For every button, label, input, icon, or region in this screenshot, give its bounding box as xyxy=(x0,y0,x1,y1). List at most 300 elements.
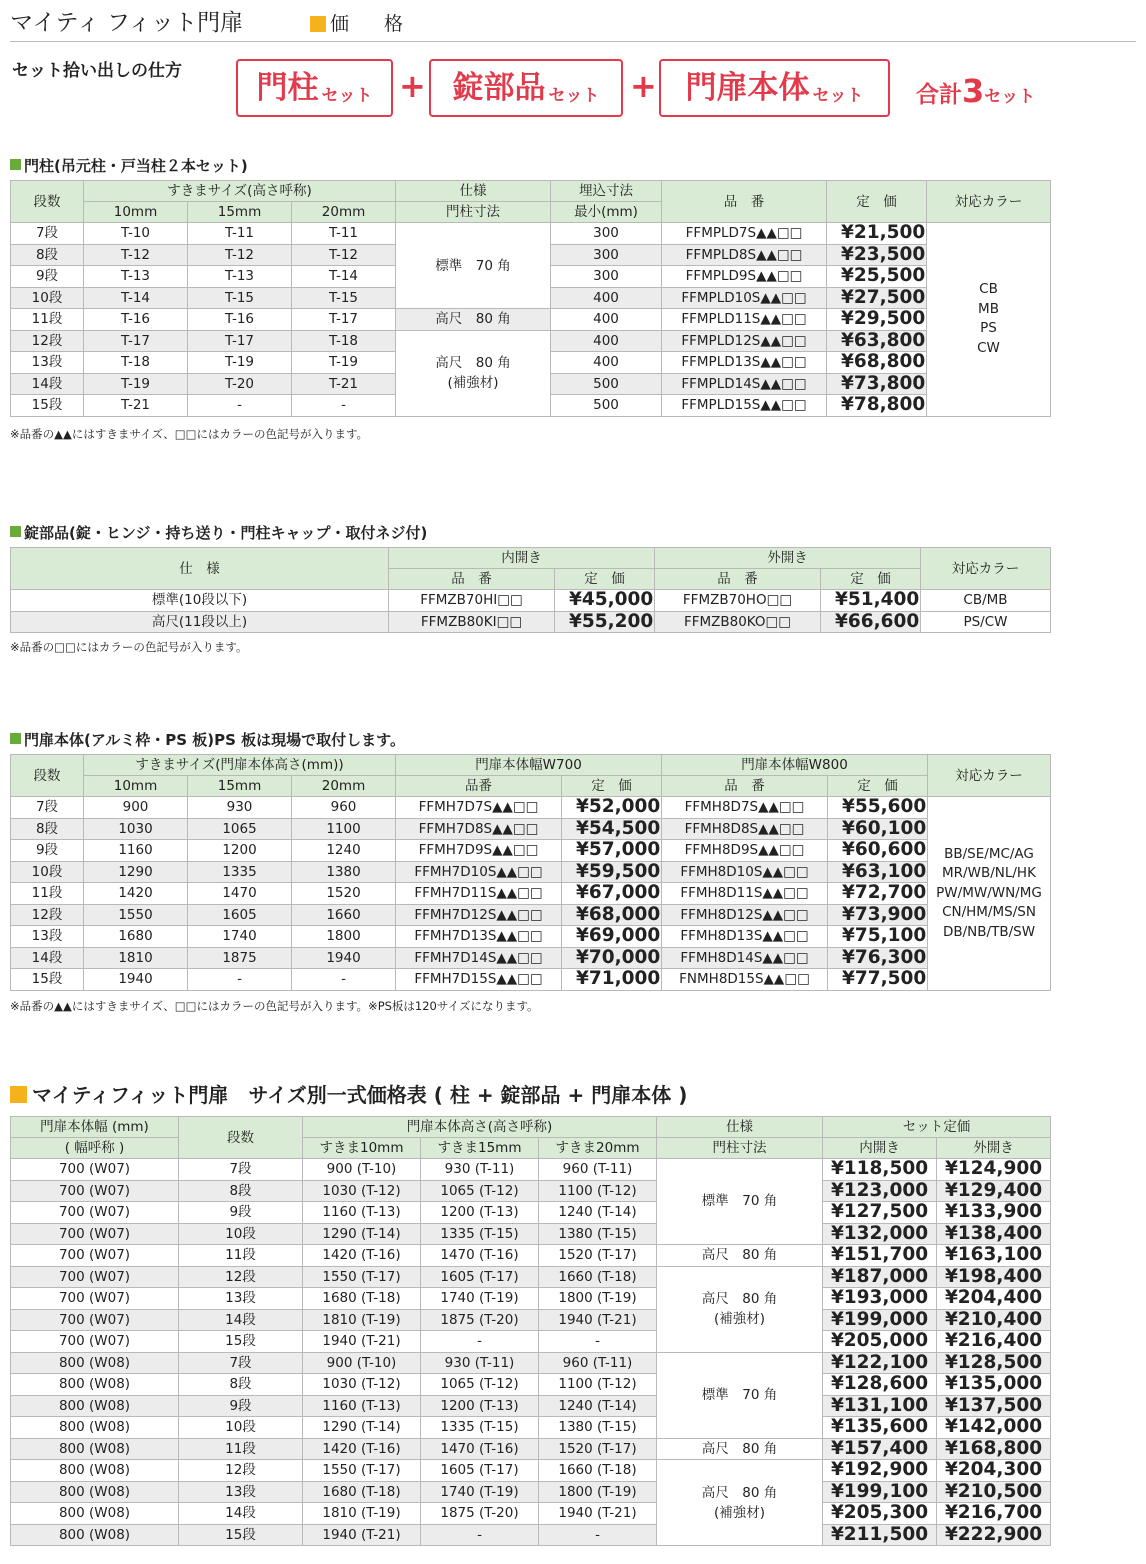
doors-h-color: 対応カラー xyxy=(928,755,1051,797)
cell-g15: 1740 (T-19) xyxy=(421,1481,539,1503)
posts-h-steps: 段数 xyxy=(11,181,84,223)
cell-g10: 1680 (T-18) xyxy=(303,1288,421,1310)
cell-steps: 15段 xyxy=(11,395,84,417)
cell-price-outward: ¥168,800 xyxy=(937,1438,1051,1460)
cell-width: 800 (W08) xyxy=(11,1395,179,1417)
green-square-icon xyxy=(10,733,21,744)
cell-g10: 1030 xyxy=(84,818,188,840)
cell-w700-part-number: FFMH7D14S▲▲□□ xyxy=(396,947,562,969)
cell-width: 700 (W07) xyxy=(11,1159,179,1181)
locks-h-in-pn: 品 番 xyxy=(389,569,555,590)
cell-width: 700 (W07) xyxy=(11,1309,179,1331)
plus-sign-1: + xyxy=(399,67,426,105)
cell-price-outward: ¥137,500 xyxy=(937,1395,1051,1417)
cell-w700-part-number: FFMH7D15S▲▲□□ xyxy=(396,969,562,991)
cell-embed: 300 xyxy=(551,244,662,266)
cell-g15: T-17 xyxy=(188,330,292,352)
cell-colors: PS/CW xyxy=(921,611,1051,633)
posts-h-spec2: 門柱寸法 xyxy=(396,202,551,223)
sets-h-spec2: 門柱寸法 xyxy=(657,1138,823,1159)
cell-price-inward: ¥199,000 xyxy=(823,1309,937,1331)
table-row xyxy=(11,1266,1051,1288)
cell-g10: 1940 xyxy=(84,969,188,991)
cell-g20: T-14 xyxy=(292,266,396,288)
table-row xyxy=(11,1524,1051,1546)
locks-h-out-price: 定 価 xyxy=(821,569,921,590)
cell-price-inward: ¥123,000 xyxy=(823,1180,937,1202)
set-box-doors xyxy=(659,59,890,117)
cell-w800-part-number: FFMH8D11S▲▲□□ xyxy=(662,883,828,905)
cell-w700-price: ¥71,000 xyxy=(562,969,662,991)
posts-table xyxy=(10,180,1051,417)
cell-width: 800 (W08) xyxy=(11,1374,179,1396)
cell-price-inward: ¥205,300 xyxy=(823,1503,937,1525)
cell-steps: 9段 xyxy=(179,1202,303,1224)
cell-steps: 8段 xyxy=(11,244,84,266)
cell-price: ¥68,800 xyxy=(827,352,927,374)
posts-heading-text: 門柱(吊元柱・戸当柱２本セット) xyxy=(24,157,248,175)
cell-g20: - xyxy=(539,1524,657,1546)
cell-w700-price: ¥52,000 xyxy=(562,797,662,819)
cell-width: 700 (W07) xyxy=(11,1245,179,1267)
table-row xyxy=(11,1417,1051,1439)
cell-price-inward: ¥199,100 xyxy=(823,1481,937,1503)
cell-w700-part-number: FFMH7D12S▲▲□□ xyxy=(396,904,562,926)
cell-steps: 10段 xyxy=(179,1417,303,1439)
doors-h-w700: 門扉本体幅W700 xyxy=(396,755,662,776)
cell-g10: 1160 (T-13) xyxy=(303,1202,421,1224)
cell-g10: 1030 (T-12) xyxy=(303,1180,421,1202)
cell-g10: 1810 xyxy=(84,947,188,969)
cell-steps: 8段 xyxy=(11,818,84,840)
cell-w800-price: ¥60,600 xyxy=(828,840,928,862)
cell-g15: 1470 (T-16) xyxy=(421,1245,539,1267)
cell-embed: 400 xyxy=(551,309,662,331)
sets-table xyxy=(10,1116,1051,1546)
cell-g20: T-15 xyxy=(292,287,396,309)
cell-w800-price: ¥76,300 xyxy=(828,947,928,969)
table-row xyxy=(11,1395,1051,1417)
green-square-icon xyxy=(10,159,21,170)
sets-h-g20: すきま20mm xyxy=(539,1138,657,1159)
posts-h-g10: 10mm xyxy=(84,202,188,223)
cell-g10: 1550 xyxy=(84,904,188,926)
table-row xyxy=(11,1245,1051,1267)
set-box-locks-main: 錠部品 xyxy=(452,70,546,106)
cell-g10: 1810 (T-19) xyxy=(303,1503,421,1525)
doors-h-price8: 定 価 xyxy=(828,776,928,797)
cell-w800-part-number: FFMH8D8S▲▲□□ xyxy=(662,818,828,840)
cell-price-outward: ¥129,400 xyxy=(937,1180,1051,1202)
cell-g10: 900 (T-10) xyxy=(303,1352,421,1374)
sets-h-spec1: 仕様 xyxy=(657,1117,823,1138)
cell-steps: 7段 xyxy=(11,797,84,819)
cell-g20: 1520 (T-17) xyxy=(539,1245,657,1267)
locks-h-in: 内開き xyxy=(389,548,655,569)
cell-w800-part-number: FFMH8D10S▲▲□□ xyxy=(662,861,828,883)
cell-g15: 1335 (T-15) xyxy=(421,1417,539,1439)
cell-w800-part-number: FFMH8D9S▲▲□□ xyxy=(662,840,828,862)
table-row xyxy=(11,1481,1051,1503)
sets-h-set: セット定価 xyxy=(823,1117,1051,1138)
doors-h-gap: すきまサイズ(門扉本体高さ(mm)) xyxy=(84,755,396,776)
cell-steps: 10段 xyxy=(11,287,84,309)
cell-g15: T-19 xyxy=(188,352,292,374)
cell-price: ¥25,500 xyxy=(827,266,927,288)
cell-g15: 1470 (T-16) xyxy=(421,1438,539,1460)
cell-g10: 1550 (T-17) xyxy=(303,1460,421,1482)
table-row xyxy=(11,1288,1051,1310)
cell-g20: 1800 xyxy=(292,926,396,948)
doors-heading xyxy=(10,730,405,750)
table-row xyxy=(11,797,1051,819)
cell-g15: 1065 xyxy=(188,818,292,840)
cell-steps: 9段 xyxy=(11,840,84,862)
cell-g20: 1100 xyxy=(292,818,396,840)
color-code-group: CN/HM/MS/SN xyxy=(942,904,1036,920)
cell-g10: 1160 xyxy=(84,840,188,862)
cell-width: 800 (W08) xyxy=(11,1352,179,1374)
cell-g15: 1065 (T-12) xyxy=(421,1180,539,1202)
cell-w700-price: ¥67,000 xyxy=(562,883,662,905)
cell-embed: 300 xyxy=(551,266,662,288)
cell-price-inward: ¥187,000 xyxy=(823,1266,937,1288)
cell-price-outward: ¥163,100 xyxy=(937,1245,1051,1267)
cell-price-outward: ¥135,000 xyxy=(937,1374,1051,1396)
doors-h-steps: 段数 xyxy=(11,755,84,797)
orange-square-icon xyxy=(310,16,326,32)
cell-width: 700 (W07) xyxy=(11,1180,179,1202)
cell-g15: 1200 xyxy=(188,840,292,862)
sets-h-in: 内開き xyxy=(823,1138,937,1159)
locks-heading-text: 錠部品(錠・ヒンジ・持ち送り・門柱キャップ・取付ネジ付) xyxy=(24,524,428,542)
sets-h-steps: 段数 xyxy=(179,1117,303,1159)
cell-g10: T-16 xyxy=(84,309,188,331)
color-code: PS xyxy=(980,320,997,337)
cell-w700-part-number: FFMH7D11S▲▲□□ xyxy=(396,883,562,905)
table-row xyxy=(11,1202,1051,1224)
cell-price-inward: ¥118,500 xyxy=(823,1159,937,1181)
cell-out-price: ¥66,600 xyxy=(821,611,921,633)
cell-steps: 13段 xyxy=(179,1481,303,1503)
cell-width: 700 (W07) xyxy=(11,1266,179,1288)
table-row xyxy=(11,1374,1051,1396)
cell-spec-standard: 標準 70 角 xyxy=(657,1159,823,1245)
cell-steps: 8段 xyxy=(179,1180,303,1202)
cell-part-number: FFMPLD9S▲▲□□ xyxy=(662,266,827,288)
cell-part-number: FFMPLD10S▲▲□□ xyxy=(662,287,827,309)
color-code: CB xyxy=(979,281,998,298)
cell-steps: 15段 xyxy=(179,1524,303,1546)
cell-w800-part-number: FFMH8D7S▲▲□□ xyxy=(662,797,828,819)
plus-sign-2: + xyxy=(630,67,657,105)
cell-w800-price: ¥73,900 xyxy=(828,904,928,926)
cell-g15: 1875 xyxy=(188,947,292,969)
cell-part-number: FFMPLD11S▲▲□□ xyxy=(662,309,827,331)
cell-steps: 14段 xyxy=(179,1309,303,1331)
cell-g10: 1290 (T-14) xyxy=(303,1417,421,1439)
cell-g10: 1680 (T-18) xyxy=(303,1481,421,1503)
cell-price-inward: ¥135,600 xyxy=(823,1417,937,1439)
cell-price: ¥27,500 xyxy=(827,287,927,309)
sets-table-body xyxy=(11,1159,1051,1546)
cell-g15: - xyxy=(421,1524,539,1546)
cell-width: 800 (W08) xyxy=(11,1481,179,1503)
cell-w700-part-number: FFMH7D7S▲▲□□ xyxy=(396,797,562,819)
cell-g10: 1290 xyxy=(84,861,188,883)
cell-g20: 1660 (T-18) xyxy=(539,1266,657,1288)
doors-h-g10: 10mm xyxy=(84,776,188,797)
doors-h-g15: 15mm xyxy=(188,776,292,797)
cell-price-inward: ¥211,500 xyxy=(823,1524,937,1546)
cell-embed: 400 xyxy=(551,330,662,352)
cell-price: ¥21,500 xyxy=(827,223,927,245)
cell-g10: T-13 xyxy=(84,266,188,288)
cell-g20: 1240 (T-14) xyxy=(539,1395,657,1417)
posts-h-g15: 15mm xyxy=(188,202,292,223)
cell-g15: 1470 xyxy=(188,883,292,905)
set-box-locks-suffix: セット xyxy=(548,85,600,106)
cell-price-outward: ¥142,000 xyxy=(937,1417,1051,1439)
sets-h-width1: 門扉本体幅 (mm) xyxy=(11,1117,179,1138)
cell-steps: 15段 xyxy=(179,1331,303,1353)
cell-g20: 1800 (T-19) xyxy=(539,1288,657,1310)
doors-table xyxy=(10,754,1051,991)
cell-g15: 1335 (T-15) xyxy=(421,1223,539,1245)
posts-h-embed1: 埋込寸法 xyxy=(551,181,662,202)
cell-g15: 1200 (T-13) xyxy=(421,1395,539,1417)
cell-g20: 1940 xyxy=(292,947,396,969)
locks-table xyxy=(10,547,1051,633)
posts-h-spec1: 仕様 xyxy=(396,181,551,202)
cell-g10: 1030 (T-12) xyxy=(303,1374,421,1396)
cell-steps: 9段 xyxy=(179,1395,303,1417)
cell-g20: - xyxy=(539,1331,657,1353)
cell-g10: 1940 (T-21) xyxy=(303,1331,421,1353)
cell-price-outward: ¥216,400 xyxy=(937,1331,1051,1353)
total-sets xyxy=(916,72,1035,110)
cell-g20: 1240 (T-14) xyxy=(539,1202,657,1224)
cell-out-part-number: FFMZB70HO□□ xyxy=(655,590,821,612)
cell-price-outward: ¥198,400 xyxy=(937,1266,1051,1288)
table-row xyxy=(11,1352,1051,1374)
cell-price-inward: ¥127,500 xyxy=(823,1202,937,1224)
table-row xyxy=(11,861,1051,883)
cell-steps: 12段 xyxy=(11,330,84,352)
cell-steps: 11段 xyxy=(179,1438,303,1460)
cell-g15: 1605 (T-17) xyxy=(421,1460,539,1482)
cell-spec-tall: 高尺 80 角 xyxy=(657,1438,823,1460)
doors-h-pn8: 品 番 xyxy=(662,776,828,797)
cell-width: 700 (W07) xyxy=(11,1288,179,1310)
cell-steps: 14段 xyxy=(179,1503,303,1525)
cell-g20: 1520 xyxy=(292,883,396,905)
locks-h-spec: 仕 様 xyxy=(11,548,389,590)
table-row xyxy=(11,904,1051,926)
cell-g10: 1420 (T-16) xyxy=(303,1245,421,1267)
cell-spec: 高尺(11段以上) xyxy=(11,611,389,633)
cell-g10: T-10 xyxy=(84,223,188,245)
cell-w800-price: ¥72,700 xyxy=(828,883,928,905)
cell-steps: 7段 xyxy=(179,1352,303,1374)
cell-steps: 13段 xyxy=(11,352,84,374)
cell-steps: 13段 xyxy=(179,1288,303,1310)
cell-g10: T-18 xyxy=(84,352,188,374)
table-row xyxy=(11,1460,1051,1482)
cell-w700-price: ¥68,000 xyxy=(562,904,662,926)
cell-w800-part-number: FFMH8D12S▲▲□□ xyxy=(662,904,828,926)
color-code-group: BB/SE/MC/AG xyxy=(944,845,1034,862)
cell-g15: 1065 (T-12) xyxy=(421,1374,539,1396)
cell-w800-price: ¥63,100 xyxy=(828,861,928,883)
cell-g10: 1290 (T-14) xyxy=(303,1223,421,1245)
cell-g15: 1875 (T-20) xyxy=(421,1309,539,1331)
cell-in-part-number: FFMZB70HI□□ xyxy=(389,590,555,612)
cell-g10: 1680 xyxy=(84,926,188,948)
cell-g15: 1605 xyxy=(188,904,292,926)
cell-spec: 標準(10段以下) xyxy=(11,590,389,612)
howto-label: セット拾い出しの仕方 xyxy=(12,61,182,81)
cell-price-outward: ¥204,400 xyxy=(937,1288,1051,1310)
cell-g20: 960 (T-11) xyxy=(539,1352,657,1374)
total-suffix: セット xyxy=(984,87,1036,107)
table-row xyxy=(11,1180,1051,1202)
cell-part-number: FFMPLD8S▲▲□□ xyxy=(662,244,827,266)
cell-g15: 930 (T-11) xyxy=(421,1159,539,1181)
cell-g20: T-19 xyxy=(292,352,396,374)
table-row xyxy=(11,1438,1051,1460)
cell-price-outward: ¥210,500 xyxy=(937,1481,1051,1503)
cell-in-part-number: FFMZB80KI□□ xyxy=(389,611,555,633)
cell-colors: CB/MB xyxy=(921,590,1051,612)
cell-g20: T-17 xyxy=(292,309,396,331)
cell-price-inward: ¥131,100 xyxy=(823,1395,937,1417)
cell-g10: 1420 xyxy=(84,883,188,905)
cell-g15: 1605 (T-17) xyxy=(421,1266,539,1288)
cell-price-outward: ¥222,900 xyxy=(937,1524,1051,1546)
set-box-locks xyxy=(429,59,623,117)
cell-g15: - xyxy=(188,969,292,991)
sets-heading-text: マイティフィット門扉 サイズ別一式価格表 ( 柱 + 錠部品 + 門扉本体 ) xyxy=(32,1083,688,1107)
cell-price-outward: ¥133,900 xyxy=(937,1202,1051,1224)
cell-steps: 8段 xyxy=(179,1374,303,1396)
cell-g20: 1520 (T-17) xyxy=(539,1438,657,1460)
locks-note: ※品番の□□にはカラーの色記号が入ります。 xyxy=(10,640,248,654)
table-row xyxy=(11,883,1051,905)
set-box-doors-main: 門扉本体 xyxy=(685,70,810,106)
cell-w700-price: ¥54,500 xyxy=(562,818,662,840)
cell-price-inward: ¥122,100 xyxy=(823,1352,937,1374)
cell-g20: 1240 xyxy=(292,840,396,862)
cell-g20: 1660 xyxy=(292,904,396,926)
cell-price-outward: ¥124,900 xyxy=(937,1159,1051,1181)
cell-g15: - xyxy=(421,1331,539,1353)
posts-h-g20: 20mm xyxy=(292,202,396,223)
cell-g20: 1940 (T-21) xyxy=(539,1503,657,1525)
doors-h-g20: 20mm xyxy=(292,776,396,797)
locks-h-out: 外開き xyxy=(655,548,921,569)
cell-g15: T-13 xyxy=(188,266,292,288)
table-row xyxy=(11,969,1051,991)
cell-g20: 960 (T-11) xyxy=(539,1159,657,1181)
cell-w700-part-number: FFMH7D8S▲▲□□ xyxy=(396,818,562,840)
table-row xyxy=(11,926,1051,948)
cell-price: ¥63,800 xyxy=(827,330,927,352)
cell-width: 800 (W08) xyxy=(11,1417,179,1439)
cell-embed: 400 xyxy=(551,287,662,309)
cell-g20: - xyxy=(292,395,396,417)
cell-part-number: FFMPLD12S▲▲□□ xyxy=(662,330,827,352)
posts-h-pn: 品 番 xyxy=(662,181,827,223)
set-box-doors-suffix: セット xyxy=(812,85,864,106)
cell-g20: 1660 (T-18) xyxy=(539,1460,657,1482)
cell-price-inward: ¥205,000 xyxy=(823,1331,937,1353)
posts-heading xyxy=(10,156,248,176)
cell-g15: 1740 (T-19) xyxy=(421,1288,539,1310)
cell-g15: T-11 xyxy=(188,223,292,245)
cell-w800-part-number: FNMH8D15S▲▲□□ xyxy=(662,969,828,991)
cell-out-part-number: FFMZB80KO□□ xyxy=(655,611,821,633)
sets-heading xyxy=(10,1082,687,1108)
cell-g10: 900 xyxy=(84,797,188,819)
cell-g20: T-18 xyxy=(292,330,396,352)
cell-w800-part-number: FFMH8D13S▲▲□□ xyxy=(662,926,828,948)
color-code-group: MR/WB/NL/HK xyxy=(942,865,1036,881)
table-row xyxy=(11,1309,1051,1331)
table-row xyxy=(11,1331,1051,1353)
cell-g15: 930 xyxy=(188,797,292,819)
cell-g15: T-15 xyxy=(188,287,292,309)
cell-g15: 1875 (T-20) xyxy=(421,1503,539,1525)
doors-h-pn7: 品番 xyxy=(396,776,562,797)
spec-line: 高尺 80 角 xyxy=(701,1484,778,1501)
cell-price-outward: ¥210,400 xyxy=(937,1309,1051,1331)
table-row xyxy=(11,1503,1051,1525)
cell-spec-standard: 標準 70 角 xyxy=(657,1352,823,1438)
cell-g20: 1380 (T-15) xyxy=(539,1417,657,1439)
cell-part-number: FFMPLD14S▲▲□□ xyxy=(662,373,827,395)
cell-part-number: FFMPLD13S▲▲□□ xyxy=(662,352,827,374)
table-row xyxy=(11,840,1051,862)
posts-note: ※品番の▲▲にはすきまサイズ、□□にはカラーの色記号が入ります。 xyxy=(10,427,369,441)
cell-g15: T-16 xyxy=(188,309,292,331)
cell-g10: T-17 xyxy=(84,330,188,352)
cell-g20: T-12 xyxy=(292,244,396,266)
cell-steps: 7段 xyxy=(11,223,84,245)
cell-price-outward: ¥128,500 xyxy=(937,1352,1051,1374)
cell-w700-part-number: FFMH7D13S▲▲□□ xyxy=(396,926,562,948)
cell-price-inward: ¥192,900 xyxy=(823,1460,937,1482)
cell-spec-tall-reinforced xyxy=(657,1266,823,1352)
cell-g15: 930 (T-11) xyxy=(421,1352,539,1374)
cell-width: 800 (W08) xyxy=(11,1503,179,1525)
cell-width: 800 (W08) xyxy=(11,1524,179,1546)
cell-steps: 11段 xyxy=(11,883,84,905)
cell-g10: 1420 (T-16) xyxy=(303,1438,421,1460)
table-row xyxy=(11,947,1051,969)
cell-price: ¥23,500 xyxy=(827,244,927,266)
cell-g10: T-19 xyxy=(84,373,188,395)
cell-embed: 500 xyxy=(551,395,662,417)
page-header xyxy=(10,8,1136,42)
locks-h-out-pn: 品 番 xyxy=(655,569,821,590)
cell-w800-price: ¥55,600 xyxy=(828,797,928,819)
cell-width: 700 (W07) xyxy=(11,1223,179,1245)
color-code-group: DB/NB/TB/SW xyxy=(942,923,1036,940)
cell-steps: 10段 xyxy=(179,1223,303,1245)
page-subtitle: 価 格 xyxy=(330,13,412,35)
spec-line: 高尺 80 角 xyxy=(701,1291,778,1307)
